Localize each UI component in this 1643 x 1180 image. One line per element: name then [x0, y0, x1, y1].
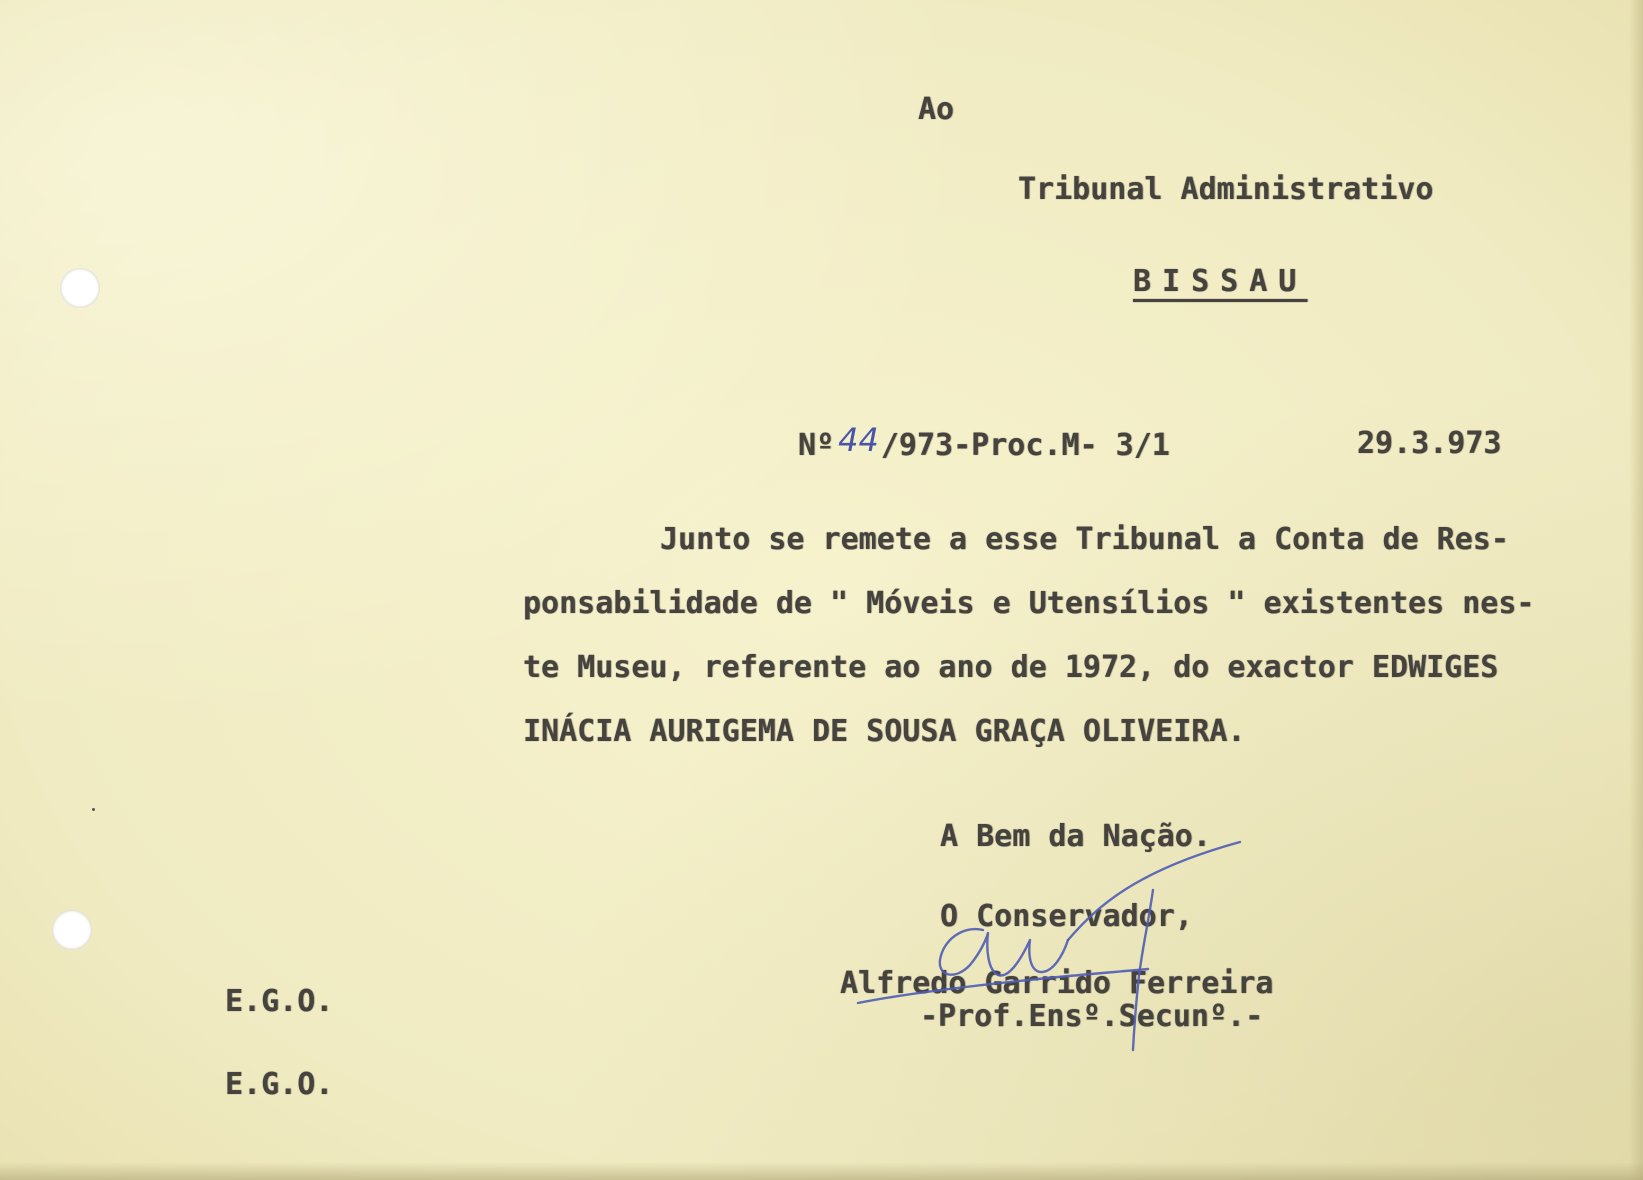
signatory-title: -Prof.Ensº.Secunº.-: [920, 999, 1264, 1034]
letter-date: 29.3.973: [1357, 426, 1502, 461]
reference-line: [798, 412, 1170, 478]
addressee-city: BISSAU: [1133, 264, 1308, 299]
initials-annotation: E.G.O.: [225, 1067, 334, 1102]
signatory-role: O Conservador,: [940, 899, 1193, 934]
body-line: te Museu, referente ao ano de 1972, do exactor EDWIGES: [523, 650, 1499, 685]
addressee: Tribunal Administrativo: [1018, 172, 1434, 207]
signatory-name: Alfredo Garrido Ferreira: [840, 966, 1274, 1001]
body-line: INÁCIA AURIGEMA DE SOUSA GRAÇA OLIVEIRA.: [523, 714, 1246, 749]
initials-annotation: E.G.O.: [225, 984, 334, 1019]
signature-stroke: [940, 929, 1068, 975]
letter-body: [523, 508, 1643, 764]
punch-hole-top: [60, 268, 100, 308]
reference-prefix: Nº: [798, 428, 835, 463]
closing-formula: A Bem da Nação.: [940, 819, 1211, 854]
ink-speck: [92, 808, 95, 811]
punch-hole-bottom: [52, 910, 92, 950]
reference-suffix: /973-Proc.M- 3/1: [880, 428, 1170, 463]
body-line: Junto se remete a esse Tribunal a Conta de Res-: [660, 522, 1509, 557]
body-line: ponsabilidade de " Móveis e Utensílios " existentes nes-: [523, 586, 1535, 621]
handwritten-reference-number: 44: [838, 421, 879, 459]
paper-edge-bottom: [0, 1162, 1643, 1180]
salutation: Ao: [918, 92, 955, 127]
handwritten-signature: [848, 845, 1248, 1055]
